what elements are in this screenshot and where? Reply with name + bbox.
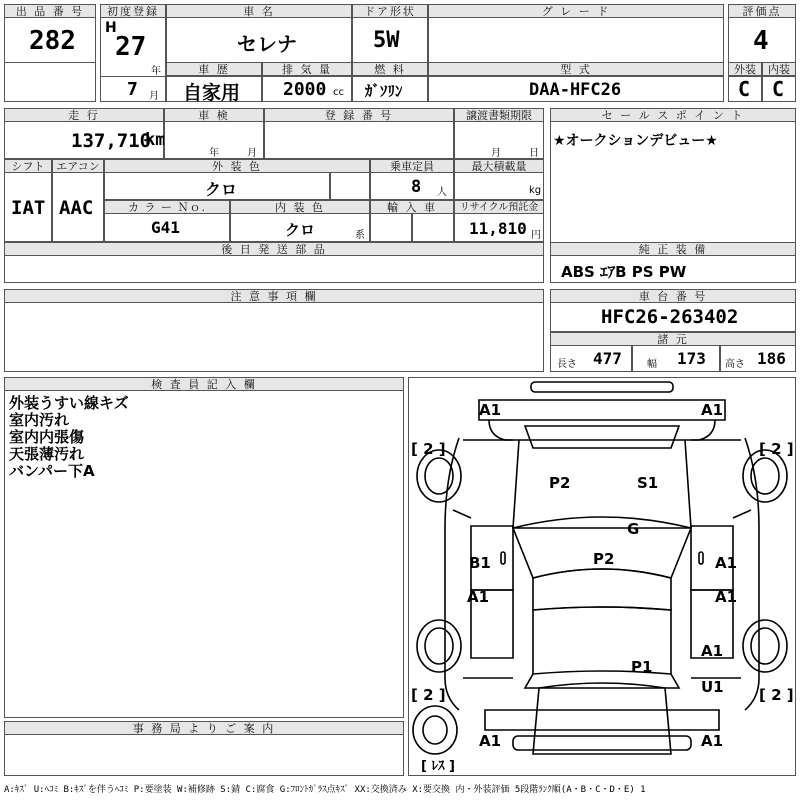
grade-header: グ レ ー ド	[428, 4, 724, 18]
model-type-cell	[428, 76, 724, 102]
width-cell	[632, 345, 720, 372]
color-number-cell	[104, 213, 230, 242]
roof-line	[533, 569, 671, 610]
sales-point-header: セ ー ル ス ポ イ ン ト	[550, 108, 796, 122]
shift-value: IAT	[11, 197, 46, 219]
car-damage-diagram	[409, 378, 795, 775]
model-type: DAA-HFC26	[529, 80, 622, 100]
exterior-color-extra	[330, 172, 370, 200]
displacement-value: 2000	[283, 79, 327, 100]
month-unit: 月	[149, 91, 159, 102]
inspector-header: 検 査 員 記 入 欄	[4, 377, 404, 391]
color-number-header: カ ラ ー Ｎｏ.	[104, 200, 230, 214]
lot-number-blank	[4, 62, 96, 102]
capacity-value: 8	[411, 177, 422, 197]
rear-hatch	[533, 683, 671, 754]
later-parts-header: 後 日 発 送 部 品	[4, 242, 544, 256]
registration-month: 7	[127, 79, 138, 100]
registration-month-cell	[100, 76, 166, 102]
mark-right-rear-door: A1	[715, 588, 738, 606]
height-label: 高さ	[725, 359, 745, 370]
door-type: 5W	[373, 28, 400, 53]
recycle-cell	[454, 213, 544, 242]
exterior-color-cell	[104, 172, 330, 200]
length-cell	[550, 345, 632, 372]
fuel-header: 燃 料	[352, 62, 428, 76]
inspector-note: 天張薄汚れ	[9, 445, 85, 463]
capacity-cell	[370, 172, 454, 200]
vehicle-history: 自家用	[183, 82, 241, 104]
chassis-number: HFC26-263402	[601, 306, 739, 328]
first-registration-header: 初度登録	[100, 4, 166, 18]
inspection-header: 車 検	[164, 108, 264, 122]
lot-number-header: 出 品 番 号	[4, 4, 96, 18]
spare-tire	[413, 706, 457, 754]
mark-front-right: A1	[701, 401, 724, 419]
door-type-cell	[352, 17, 428, 63]
score-value: 4	[753, 26, 769, 56]
later-parts-cell	[4, 255, 544, 283]
shift-header: シフト	[4, 159, 52, 173]
damage-legend: A:ｷｽﾞ U:ﾍｺﾐ B:ｷｽﾞを伴うﾍｺﾐ P:要塗装 W:補修跡 S:錆 C:腐食 G:ﾌﾛﾝﾄｶﾞﾗｽ点ｷｽﾞ XX:交換済み X:要交換 内・外装評価 5段階ﾗﾝｸ順(A・B・C・D・E) 1	[4, 785, 646, 795]
inspection-year-unit: 年	[209, 148, 219, 159]
import-header: 輸 入 車	[370, 200, 454, 214]
hood	[513, 440, 691, 528]
specs-header: 諸 元	[550, 332, 796, 346]
exterior-grade-cell	[728, 76, 762, 102]
inspector-note: 外装うすい線キズ	[9, 394, 129, 412]
inspector-note: 室内内張傷	[9, 428, 85, 446]
mark-left-rear-door: A1	[467, 588, 490, 606]
exterior-header: 外装	[728, 62, 762, 76]
exterior-color-header: 外 装 色	[104, 159, 370, 173]
mileage-unit: km	[145, 130, 166, 150]
left-body	[445, 438, 459, 710]
interior-grade: C	[772, 77, 785, 101]
interior-color-header: 内 装 色	[230, 200, 370, 214]
mark-right-quarter: A1	[701, 642, 724, 660]
equipment-list: ABS ｴｱB PS PW	[561, 263, 687, 281]
mark-rear-right: A1	[701, 732, 724, 750]
sales-point-cell	[550, 121, 796, 243]
mileage-value: 137,710	[71, 130, 152, 152]
max-load-cell	[454, 172, 544, 200]
transfer-deadline-header: 譲渡書類期限	[454, 108, 544, 122]
equipment-header: 純 正 装 備	[550, 242, 796, 256]
import-cell-1	[370, 213, 412, 242]
registration-number-cell	[264, 121, 454, 159]
width-value: 173	[677, 349, 706, 368]
aircon-header: エアコン	[52, 159, 104, 173]
score-header: 評価点	[728, 4, 796, 18]
length-label: 長さ	[557, 359, 577, 370]
first-registration-cell	[100, 17, 166, 77]
equipment-cell	[550, 255, 796, 283]
mark-rear-left: A1	[479, 732, 502, 750]
car-name-cell	[166, 17, 352, 63]
inspector-note: バンパー下A	[9, 462, 95, 480]
registration-number-header: 登 録 番 号	[264, 108, 454, 122]
office-cell	[4, 734, 404, 776]
year-unit: 年	[151, 66, 161, 77]
car-name-header: 車 名	[166, 4, 352, 18]
inspector-notes-cell	[4, 390, 404, 718]
mark-right-front-door: A1	[715, 554, 738, 572]
aircon-cell	[52, 172, 104, 242]
mark-tire-rr: [ 2 ]	[759, 686, 794, 704]
recycle-header: リサイクル預託金	[454, 200, 544, 214]
mark-tire-fr: [ 2 ]	[759, 440, 794, 458]
registration-year: 27	[115, 32, 147, 62]
color-number: G41	[151, 218, 180, 237]
notes-header: 注 意 事 項 欄	[4, 289, 544, 303]
transfer-deadline-cell	[454, 121, 544, 159]
grille	[525, 426, 679, 448]
mark-front-left: A1	[479, 401, 502, 419]
fuel-type: ｶﾞｿﾘﾝ	[365, 82, 403, 100]
mark-windshield: G	[627, 520, 640, 538]
import-cell-2	[412, 213, 454, 242]
width-label: 幅	[647, 359, 657, 370]
office-header: 事 務 局 よ り ご 案 内	[4, 721, 404, 735]
damage-diagram-frame	[408, 377, 796, 776]
mark-tire-rl: [ 2 ]	[411, 686, 446, 704]
inspection-cell	[164, 121, 264, 159]
chassis-cell	[550, 302, 796, 332]
interior-color-suffix: 系	[355, 230, 365, 241]
lot-number: 282	[29, 26, 76, 56]
displacement-unit: cc	[333, 87, 344, 98]
mark-rear-hatch: P1	[631, 658, 653, 676]
interior-grade-cell	[762, 76, 796, 102]
score-cell	[728, 17, 796, 63]
mark-left-front-door: B1	[469, 554, 491, 572]
interior-header: 内装	[762, 62, 796, 76]
inspector-notes-list	[9, 395, 129, 480]
notes-cell	[4, 302, 544, 372]
mark-hood-left: P2	[549, 474, 571, 492]
aircon-value: AAC	[59, 197, 94, 219]
transfer-day-unit: 日	[529, 148, 539, 159]
lot-number-cell	[4, 17, 96, 63]
interior-color: クロ	[285, 221, 316, 239]
length-value: 477	[593, 349, 622, 368]
height-value: 186	[757, 349, 786, 368]
car-name: セレナ	[237, 32, 297, 56]
capacity-header: 乗車定員	[370, 159, 454, 173]
recycle-unit: 円	[531, 230, 541, 241]
grade-cell	[428, 17, 724, 63]
mileage-header: 走 行	[4, 108, 164, 122]
height-cell	[720, 345, 796, 372]
displacement-header: 排 気 量	[262, 62, 352, 76]
mark-hood-right: S1	[637, 474, 659, 492]
history-header: 車 歴	[166, 62, 262, 76]
exterior-color: クロ	[205, 180, 238, 199]
capacity-unit: 人	[437, 187, 447, 198]
inspection-month-unit: 月	[247, 148, 257, 159]
model-type-header: 型 式	[428, 62, 724, 76]
mileage-cell	[4, 121, 164, 159]
displacement-cell	[262, 76, 352, 102]
history-cell	[166, 76, 262, 102]
mark-roof: P2	[593, 550, 615, 568]
right-body	[745, 438, 759, 710]
fuel-cell	[352, 76, 428, 102]
shift-cell	[4, 172, 52, 242]
interior-color-cell	[230, 213, 370, 242]
mark-spare: [ ﾚｽ ]	[421, 759, 455, 774]
door-type-header: ドア形状	[352, 4, 428, 18]
transfer-month-unit: 月	[491, 148, 501, 159]
max-load-unit: kg	[529, 185, 542, 196]
sales-point-text: ★オークションデビュー★	[553, 133, 718, 149]
mark-rear-right-lower: U1	[701, 678, 724, 696]
era-label: H	[105, 20, 117, 36]
front-bumper	[479, 400, 725, 420]
chassis-header: 車 台 番 号	[550, 289, 796, 303]
front-bumper-top	[531, 382, 673, 392]
inspector-note: 室内汚れ	[9, 411, 70, 429]
rear-bumper	[485, 710, 719, 730]
max-load-header: 最大積載量	[454, 159, 544, 173]
mark-tire-fl: [ 2 ]	[411, 440, 446, 458]
recycle-fee: 11,810	[469, 219, 527, 238]
exterior-grade: C	[738, 77, 751, 101]
